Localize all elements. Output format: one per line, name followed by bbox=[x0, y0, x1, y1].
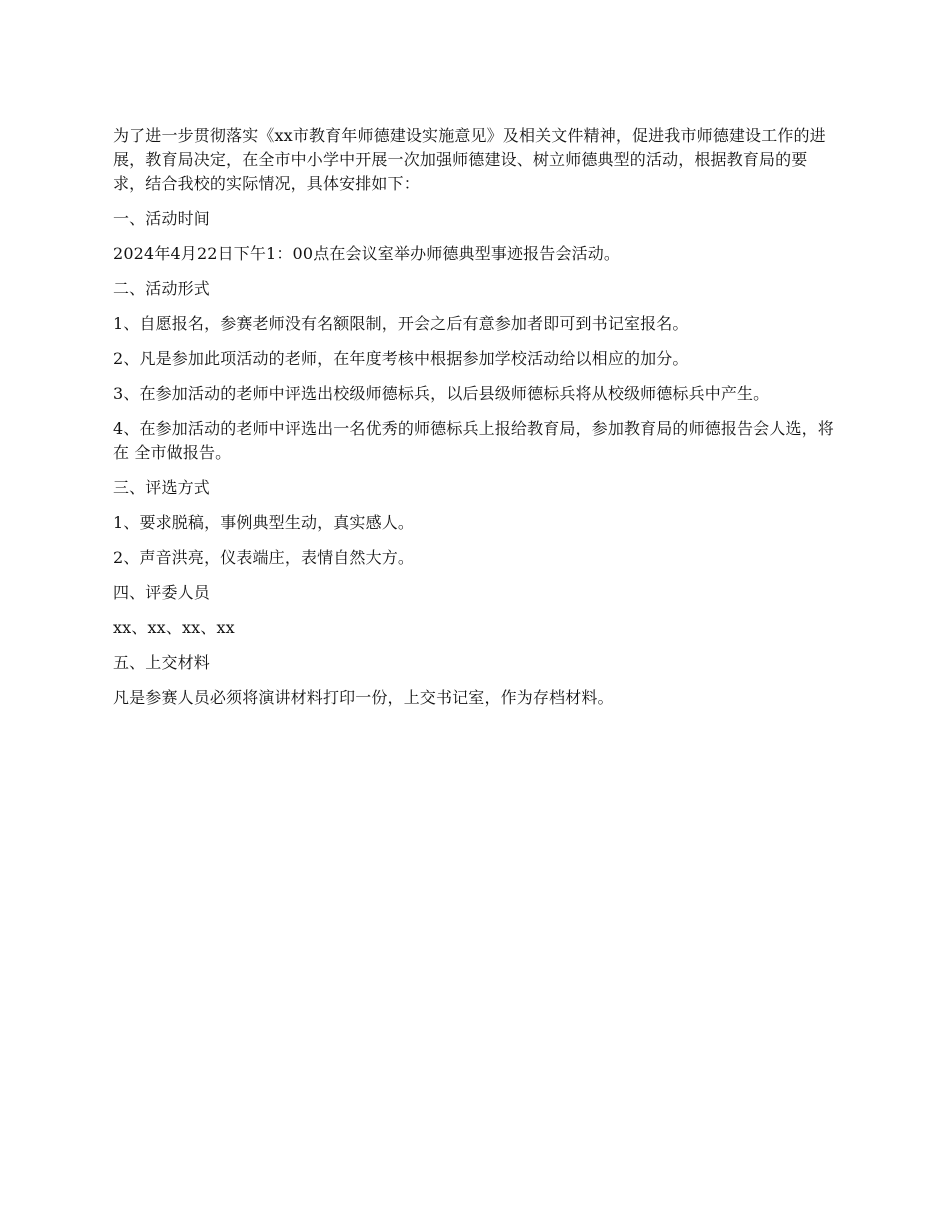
activity-form-item-1: 1、自愿报名，参赛老师没有名额限制，开会之后有意参加者即可到书记室报名。 bbox=[113, 314, 689, 333]
activity-form-item-2: 2、凡是参加此项活动的老师，在年度考核中根据参加学校活动给以相应的加分。 bbox=[113, 349, 689, 368]
section-heading-activity-time: 一、活动时间 bbox=[113, 209, 210, 228]
evaluation-method-item-1: 1、要求脱稿，事例典型生动，真实感人。 bbox=[113, 513, 415, 532]
section-heading-evaluation-method: 三、评选方式 bbox=[113, 478, 210, 497]
activity-form-item-3: 3、在参加活动的老师中评选出校级师德标兵，以后县级师德标兵将从校级师德标兵中产生。 bbox=[113, 384, 770, 403]
activity-time-text: 2024年4月22日下午1：00点在会议室举办师德典型事迹报告会活动。 bbox=[113, 244, 621, 263]
document-body bbox=[113, 124, 838, 710]
evaluation-method-item-2: 2、声音洪亮，仪表端庄，表情自然大方。 bbox=[113, 548, 415, 567]
intro-paragraph: 为了进一步贯彻落实《xx市教育年师德建设实施意见》及相关文件精神，促进我市师德建设工作的进展，教育局决定，在全市中小学中开展一次加强师德建设、树立师德典型的活动，根据教育局的要求，结合我校的实际情况，具体安排如下： bbox=[113, 126, 826, 193]
judges-list: xx、xx、xx、xx bbox=[113, 618, 235, 637]
section-heading-submission: 五、上交材料 bbox=[113, 653, 210, 672]
section-heading-activity-form: 二、活动形式 bbox=[113, 279, 210, 298]
section-heading-judges: 四、评委人员 bbox=[113, 583, 210, 602]
submission-text: 凡是参赛人员必须将演讲材料打印一份，上交书记室，作为存档材料。 bbox=[113, 688, 614, 707]
activity-form-item-4: 4、在参加活动的老师中评选出一名优秀的师德标兵上报给教育局，参加教育局的师德报告会人选，将在 全市做报告。 bbox=[113, 419, 834, 462]
